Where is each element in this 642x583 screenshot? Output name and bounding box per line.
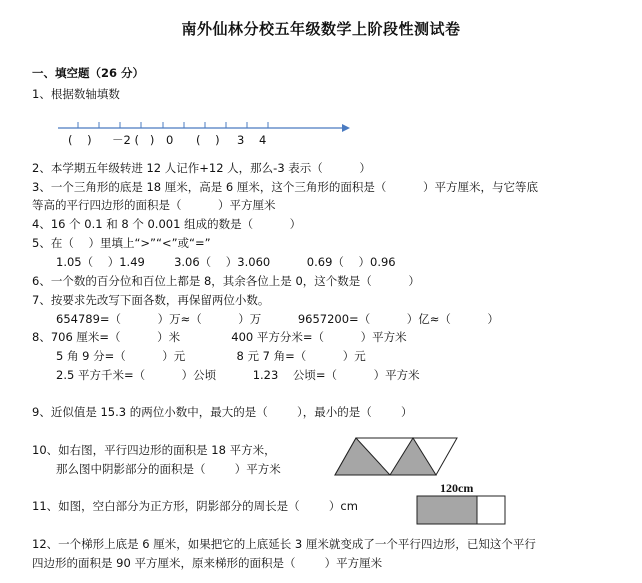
figure-dimension-label: 120cm (440, 481, 474, 495)
question-8-line2: 5 角 9 分=（ ）元 8 元 7 角=（ ）元 (56, 349, 366, 363)
question-3-line1: 3、一个三角形的底是 18 厘米，高是 6 厘米，这个三角形的面积是（ ）平方厘米，与它等底 (32, 180, 538, 194)
question-3-line2: 等高的平行四边形的面积是（ ）平方厘米 (32, 198, 276, 212)
axis-label: 3 (237, 133, 245, 147)
question-12-line1: 12、一个梯形上底是 6 厘米，如果把它的上底延长 3 厘米就变成了一个平行四边形，已知这个平行 (32, 537, 536, 551)
question-7-line2: 654789=（ ）万≈（ ）万 9657200=（ ）亿≈（ ） (56, 312, 499, 326)
question-5-line2: 1.05（ ）1.49 3.06（ ）3.060 0.69（ ）0.96 (56, 255, 396, 269)
question-12-line2: 四边形的面积是 90 平方厘米，原来梯形的面积是（ ）平方厘米 (32, 556, 383, 570)
page-title: 南外仙林分校五年级数学上阶段性测试卷 (181, 20, 461, 38)
axis-label: 4 (259, 133, 267, 147)
question-2: 2、本学期五年级转进 12 人记作+12 人，那么-3 表示（ ） (32, 161, 371, 175)
axis-label: 0 (166, 133, 174, 147)
question-8-line1: 8、706 厘米=（ ）米 400 平方分米=（ ）平方米 (32, 330, 407, 344)
question-6: 6、一个数的百分位和百位上都是 8，其余各位上是 0，这个数是（ ） (32, 274, 420, 288)
question-11: 11、如图，空白部分为正方形，阴影部分的周长是（ ）cm (32, 499, 358, 513)
axis-label: －2 ( ) (112, 133, 155, 147)
question-10-line1: 10、如右图，平行四边形的面积是 18 平方米， (32, 443, 276, 457)
question-10-line2: 那么图中阴影部分的面积是（ ）平方米 (56, 462, 281, 476)
question-7-line1: 7、按要求先改写下面各数，再保留两位小数。 (32, 293, 270, 307)
section-heading: 一、填空题（26 分） (32, 66, 145, 80)
question-1: 1、根据数轴填数 (32, 87, 120, 101)
question-8-line3: 2.5 平方千米=（ ）公顷 1.23 公顷=（ ）平方米 (56, 368, 420, 382)
question-5-line1: 5、在（ ）里填上“>”“<”或“=” (32, 236, 211, 250)
axis-label: ( ) (196, 133, 220, 147)
axis-label: ( ) (68, 133, 92, 147)
question-9: 9、近似值是 15.3 的两位小数中，最大的是（ ），最小的是（ ） (32, 405, 413, 419)
question-4: 4、16 个 0.1 和 8 个 0.001 组成的数是（ ） (32, 217, 302, 231)
